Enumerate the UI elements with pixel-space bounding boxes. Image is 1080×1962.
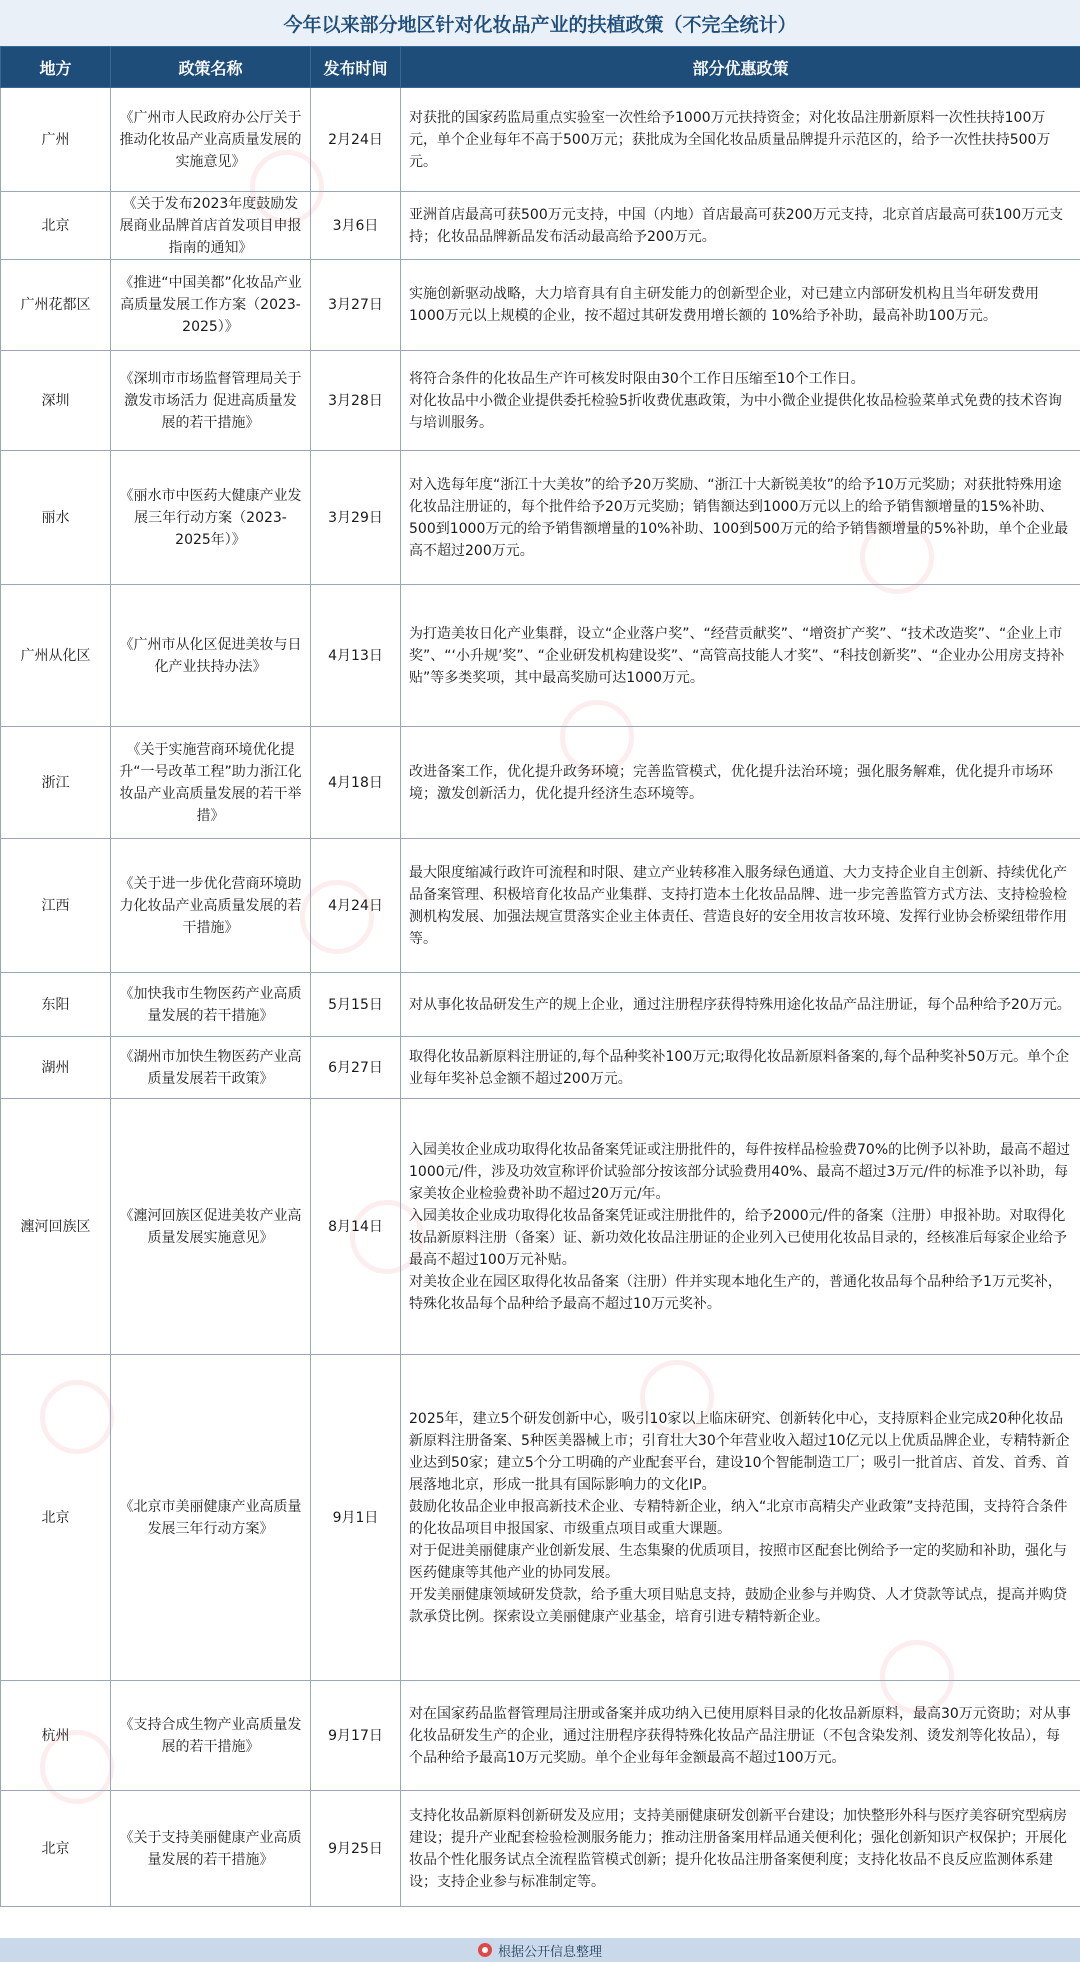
cell-region: 北京	[1, 1355, 111, 1681]
table-body	[1, 88, 1080, 1907]
cell-policy-name: 《深圳市市场监督管理局关于激发市场活力 促进高质量发展的若干措施》	[111, 351, 311, 451]
cell-region: 湖州	[1, 1037, 111, 1099]
policy-detail-paragraph: 对获批的国家药监局重点实验室一次性给予1000万元扶持资金；对化妆品注册新原料一次性扶持100万元，单个企业每年不高于500万元；获批成为全国化妆品质量品牌提升示范区的，给予一次性扶持500万元。	[409, 109, 1051, 170]
policy-detail-paragraph: 2025年，建立5个研发创新中心，吸引10家以上临床研究、创新转化中心，支持原料企业完成20种化妆品新原料注册备案、5种医美器械上市；引育壮大30个年营业收入超过10亿元以上优质品牌企业，专精特新企业达到50家；建立5个分工明确的产业配套平台，建设10个智能制造工厂；吸引一批首店、首发、首秀、首展落地北京，形成一批具有国际影响力的文化IP。	[409, 1410, 1070, 1493]
cell-policy-detail	[401, 1791, 1080, 1907]
cell-release-date: 9月25日	[311, 1791, 401, 1907]
cell-release-date: 9月1日	[311, 1355, 401, 1681]
policy-detail-paragraph: 对美妆企业在园区取得化妆品备案（注册）件并实现本地化生产的，普通化妆品每个品种给予1万元奖补，特殊化妆品每个品种给予最高不超过10万元奖补。	[409, 1273, 1062, 1312]
cell-release-date: 6月27日	[311, 1037, 401, 1099]
cell-region: 东阳	[1, 973, 111, 1037]
cell-policy-name: 《广州市人民政府办公厅关于推动化妆品产业高质量发展的实施意见》	[111, 88, 311, 192]
header-release-date: 发布时间	[311, 47, 401, 88]
cell-release-date: 4月18日	[311, 727, 401, 839]
table-row	[1, 88, 1080, 192]
table-row	[1, 839, 1080, 973]
policy-detail-paragraph: 对从事化妆品研发生产的规上企业，通过注册程序获得特殊用途化妆品产品注册证，每个品种给予20万元。	[409, 996, 1071, 1013]
cell-policy-detail	[401, 973, 1080, 1037]
cell-policy-detail	[401, 451, 1080, 585]
table-title: 今年以来部分地区针对化妆品产业的扶植政策（不完全统计）	[0, 0, 1080, 47]
header-policy-name: 政策名称	[111, 47, 311, 88]
policy-detail-paragraph: 对化妆品中小微企业提供委托检验5折收费优惠政策，为中小微企业提供化妆品检验菜单式免费的技术咨询与培训服务。	[409, 392, 1062, 431]
cell-release-date: 2月24日	[311, 88, 401, 192]
policy-table	[0, 46, 1080, 1907]
cell-release-date: 8月14日	[311, 1099, 401, 1355]
policy-detail-paragraph: 为打造美妆日化产业集群，设立“企业落户奖”、“经营贡献奖”、“增资扩产奖”、“技术改造奖”、“企业上市奖”、“‘小升规’奖”、“企业研发机构建设奖”、“高管高技能人才奖”、“科技创新奖”、“企业办公用房支持补贴”等多类奖项，其中最高奖励可达1000万元。	[409, 625, 1065, 686]
footer	[0, 1938, 1080, 1962]
cell-policy-detail	[401, 839, 1080, 973]
table-header-row	[1, 47, 1080, 88]
cell-policy-name: 《支持合成生物产业高质量发展的若干措施》	[111, 1681, 311, 1791]
cell-region: 丽水	[1, 451, 111, 585]
cell-policy-name: 《丽水市中医药大健康产业发展三年行动方案（2023-2025年）》	[111, 451, 311, 585]
cell-policy-detail	[401, 1681, 1080, 1791]
cell-policy-detail	[401, 192, 1080, 260]
cell-policy-detail	[401, 260, 1080, 351]
cell-release-date: 9月17日	[311, 1681, 401, 1791]
cell-region: 广州	[1, 88, 111, 192]
cell-region: 杭州	[1, 1681, 111, 1791]
policy-detail-paragraph: 实施创新驱动战略，大力培育具有自主研发能力的创新型企业，对已建立内部研发机构且当年研发费用1000万元以上规模的企业，按不超过其研发费用增长额的 10%给予补助，最高补助100万元。	[409, 286, 1039, 324]
table-row	[1, 351, 1080, 451]
cell-release-date: 5月15日	[311, 973, 401, 1037]
cell-policy-name: 《瀍河回族区促进美妆产业高质量发展实施意见》	[111, 1099, 311, 1355]
cell-policy-detail	[401, 1037, 1080, 1099]
header-region: 地方	[1, 47, 111, 88]
cell-release-date: 3月27日	[311, 260, 401, 351]
cell-policy-detail	[401, 351, 1080, 451]
cell-policy-name: 《湖州市加快生物医药产业高质量发展若干政策》	[111, 1037, 311, 1099]
policy-detail-paragraph: 最大限度缩减行政许可流程和时限、建立产业转移准入服务绿色通道、大力支持企业自主创新、持续优化产品备案管理、积极培育化妆品产业集群、支持打造本土化妆品品牌、进一步完善监管方式方法、支持检验检测机构发展、加强法规宣贯落实企业主体责任、营造良好的安全用妆言妆环境、发挥行业协会桥梁纽带作用等。	[409, 864, 1067, 947]
cell-release-date: 3月29日	[311, 451, 401, 585]
policy-detail-paragraph: 入园美妆企业成功取得化妆品备案凭证或注册批件的，每件按样品检验费70%的比例予以补助，最高不超过1000元/件，涉及功效宣称评价试验部分按该部分试验费用40%、最高不超过3万元/件的标准予以补助，每家美妆企业检验费补助不超过20万元/年。	[409, 1141, 1071, 1202]
policy-detail-paragraph: 对在国家药品监督管理局注册或备案并成功纳入已使用原料目录的化妆品新原料，最高30万元资助；对从事化妆品研发生产的企业，通过注册程序获得特殊化妆品产品注册证（不包含染发剂、烫发剂等化妆品），每个品种给予最高10万元奖励。单个企业每年金额最高不超过100万元。	[409, 1705, 1071, 1766]
cell-release-date: 4月24日	[311, 839, 401, 973]
footer-note: 根据公开信息整理	[497, 1944, 602, 1960]
table-row	[1, 1099, 1080, 1355]
table-row	[1, 260, 1080, 351]
cell-policy-detail	[401, 1355, 1080, 1681]
cell-region: 北京	[1, 192, 111, 260]
cell-policy-detail	[401, 88, 1080, 192]
table-row	[1, 585, 1080, 727]
policy-detail-paragraph: 支持化妆品新原料创新研发及应用；支持美丽健康研发创新平台建设；加快整形外科与医疗美容研究型病房建设；提升产业配套检验检测服务能力；推动注册备案用样品通关便利化；强化创新知识产权保护；开展化妆品个性化服务试点全流程监管模式创新；提升化妆品注册备案便利度；支持化妆品不良反应监测体系建设；支持企业参与标准制定等。	[409, 1807, 1067, 1890]
policy-detail-paragraph: 对入选每年度“浙江十大美妆”的给予20万奖励、“浙江十大新锐美妆”的给予10万元奖励；对获批特殊用途化妆品注册证的，每个批件给予20万元奖励；销售额达到1000万元以上的给予销售额增量的15%补助、500到1000万元的给予销售额增量的10%补助、100到500万元的给予销售额增量的5%补助，单个企业最高不超过200万元。	[409, 476, 1069, 559]
cell-policy-name: 《关于发布2023年度鼓励发展商业品牌首店首发项目申报指南的通知》	[111, 192, 311, 260]
table-row	[1, 727, 1080, 839]
table-row	[1, 1681, 1080, 1791]
cell-release-date: 3月28日	[311, 351, 401, 451]
source-logo-icon	[478, 1943, 492, 1957]
cell-region: 深圳	[1, 351, 111, 451]
table-row	[1, 451, 1080, 585]
cell-region: 瀍河回族区	[1, 1099, 111, 1355]
cell-region: 江西	[1, 839, 111, 973]
table-row	[1, 1355, 1080, 1681]
cell-policy-name: 《关于支持美丽健康产业高质量发展的若干措施》	[111, 1791, 311, 1907]
cell-region: 广州从化区	[1, 585, 111, 727]
policy-detail-paragraph: 对于促进美丽健康产业创新发展、生态集聚的优质项目，按照市区配套比例给予一定的奖励和补助，强化与医药健康等其他产业的协同发展。	[409, 1542, 1067, 1581]
policy-detail-paragraph: 入园美妆企业成功取得化妆品备案凭证或注册批件的，给予2000元/件的备案（注册）申报补助。对取得化妆品新原料注册（备案）证、新功效化妆品注册证的企业列入已使用化妆品目录的，经核准后每家企业给予最高不超过100万元补贴。	[409, 1207, 1067, 1268]
policy-detail-paragraph: 鼓励化妆品企业申报高新技术企业、专精特新企业，纳入“北京市高精尖产业政策”支持范围，支持符合条件的化妆品项目申报国家、市级重点项目或重大课题。	[409, 1498, 1068, 1537]
policy-detail-paragraph: 取得化妆品新原料注册证的,每个品种奖补100万元;取得化妆品新原料备案的,每个品种奖补50万元。单个企业每年奖补总金额不超过200万元。	[409, 1048, 1070, 1087]
policy-detail-paragraph: 亚洲首店最高可获500万元支持，中国（内地）首店最高可获200万元支持，北京首店最高可获100万元支持；化妆品品牌新品发布活动最高给予200万元。	[409, 206, 1064, 245]
table-row	[1, 973, 1080, 1037]
table-row	[1, 1791, 1080, 1907]
cell-region: 北京	[1, 1791, 111, 1907]
policy-detail-paragraph: 改进备案工作，优化提升政务环境；完善监管模式，优化提升法治环境；强化服务解难，优化提升市场环境；激发创新活力，优化提升经济生态环境等。	[409, 763, 1053, 802]
cell-policy-detail	[401, 585, 1080, 727]
cell-release-date: 3月6日	[311, 192, 401, 260]
cell-policy-detail	[401, 727, 1080, 839]
cell-policy-name: 《关于进一步优化营商环境助力化妆品产业高质量发展的若干措施》	[111, 839, 311, 973]
table-row	[1, 192, 1080, 260]
cell-policy-name: 《广州市从化区促进美妆与日化产业扶持办法》	[111, 585, 311, 727]
cell-policy-name: 《加快我市生物医药产业高质量发展的若干措施》	[111, 973, 311, 1037]
cell-release-date: 4月13日	[311, 585, 401, 727]
cell-policy-name: 《北京市美丽健康产业高质量发展三年行动方案》	[111, 1355, 311, 1681]
policy-detail-paragraph: 开发美丽健康领域研发贷款，给予重大项目贴息支持，鼓励企业参与并购贷、人才贷款等试点，提高并购贷款承贷比例。探索设立美丽健康产业基金，培育引进专精特新企业。	[409, 1586, 1067, 1625]
header-preferential-policy: 部分优惠政策	[401, 47, 1080, 88]
cell-policy-name: 《推进“中国美都”化妆品产业高质量发展工作方案（2023-2025）》	[111, 260, 311, 351]
cell-policy-detail	[401, 1099, 1080, 1355]
cell-region: 浙江	[1, 727, 111, 839]
table-row	[1, 1037, 1080, 1099]
policy-detail-paragraph: 将符合条件的化妆品生产许可核发时限由30个工作日压缩至10个工作日。	[409, 370, 865, 387]
cell-policy-name: 《关于实施营商环境优化提升“一号改革工程”助力浙江化妆品产业高质量发展的若干举措》	[111, 727, 311, 839]
cell-region: 广州花都区	[1, 260, 111, 351]
